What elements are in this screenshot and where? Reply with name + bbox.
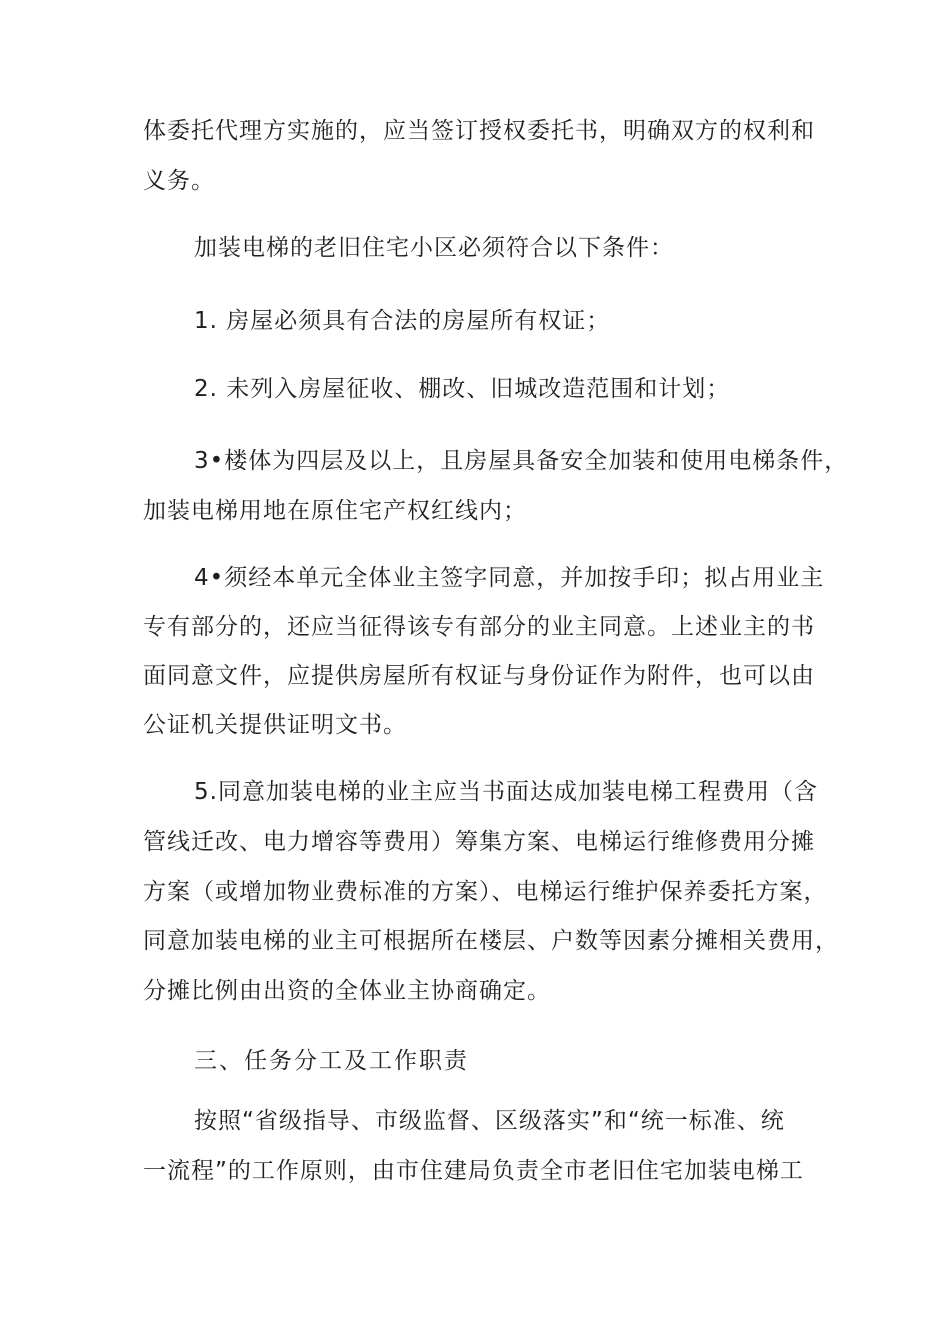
list-item-4: 4•须经本单元全体业主签字同意，并加按手印；拟占用业主 [194, 565, 825, 591]
paragraph-line: 公证机关提供证明文书。 [143, 712, 407, 738]
paragraph-line: 方案（或增加物业费标准的方案）、电梯运行维护保养委托方案， [143, 879, 828, 905]
paragraph-line: 面同意文件，应提供房屋所有权证与身份证作为附件，也可以由 [143, 663, 815, 689]
paragraph-line: 加装电梯的老旧住宅小区必须符合以下条件： [194, 235, 674, 261]
paragraph-line: 同意加装电梯的业主可根据所在楼层、户数等因素分摊相关费用， [143, 928, 839, 954]
paragraph-line: 按照“省级指导、市级监督、区级落实”和“统一标准、统 [194, 1108, 785, 1134]
list-item-5: 5.同意加装电梯的业主应当书面达成加装电梯工程费用（含 [194, 779, 818, 805]
list-item-2: 2. 未列入房屋征收、棚改、旧城改造范围和计划； [194, 376, 731, 402]
paragraph-line: 分摊比例由出资的全体业主协商确定。 [143, 978, 551, 1004]
list-item-3: 3•楼体为四层及以上，且房屋具备安全加装和使用电梯条件， [194, 448, 849, 474]
list-item-1: 1. 房屋必须具有合法的房屋所有权证； [194, 308, 611, 334]
paragraph-line: 管线迁改、电力增容等费用）筹集方案、电梯运行维修费用分摊 [143, 829, 815, 855]
paragraph-line: 专有部分的，还应当征得该专有部分的业主同意。上述业主的书 [143, 614, 815, 640]
paragraph-line: 体委托代理方实施的，应当签订授权委托书，明确双方的权利和 [143, 118, 815, 144]
paragraph-line: 义务。 [143, 168, 215, 194]
paragraph-line: 加装电梯用地在原住宅产权红线内； [143, 498, 527, 524]
paragraph-line: 一流程”的工作原则，由市住建局负责全市老旧住宅加装电梯工 [143, 1158, 804, 1184]
section-heading: 三、任务分工及工作职责 [194, 1048, 469, 1074]
